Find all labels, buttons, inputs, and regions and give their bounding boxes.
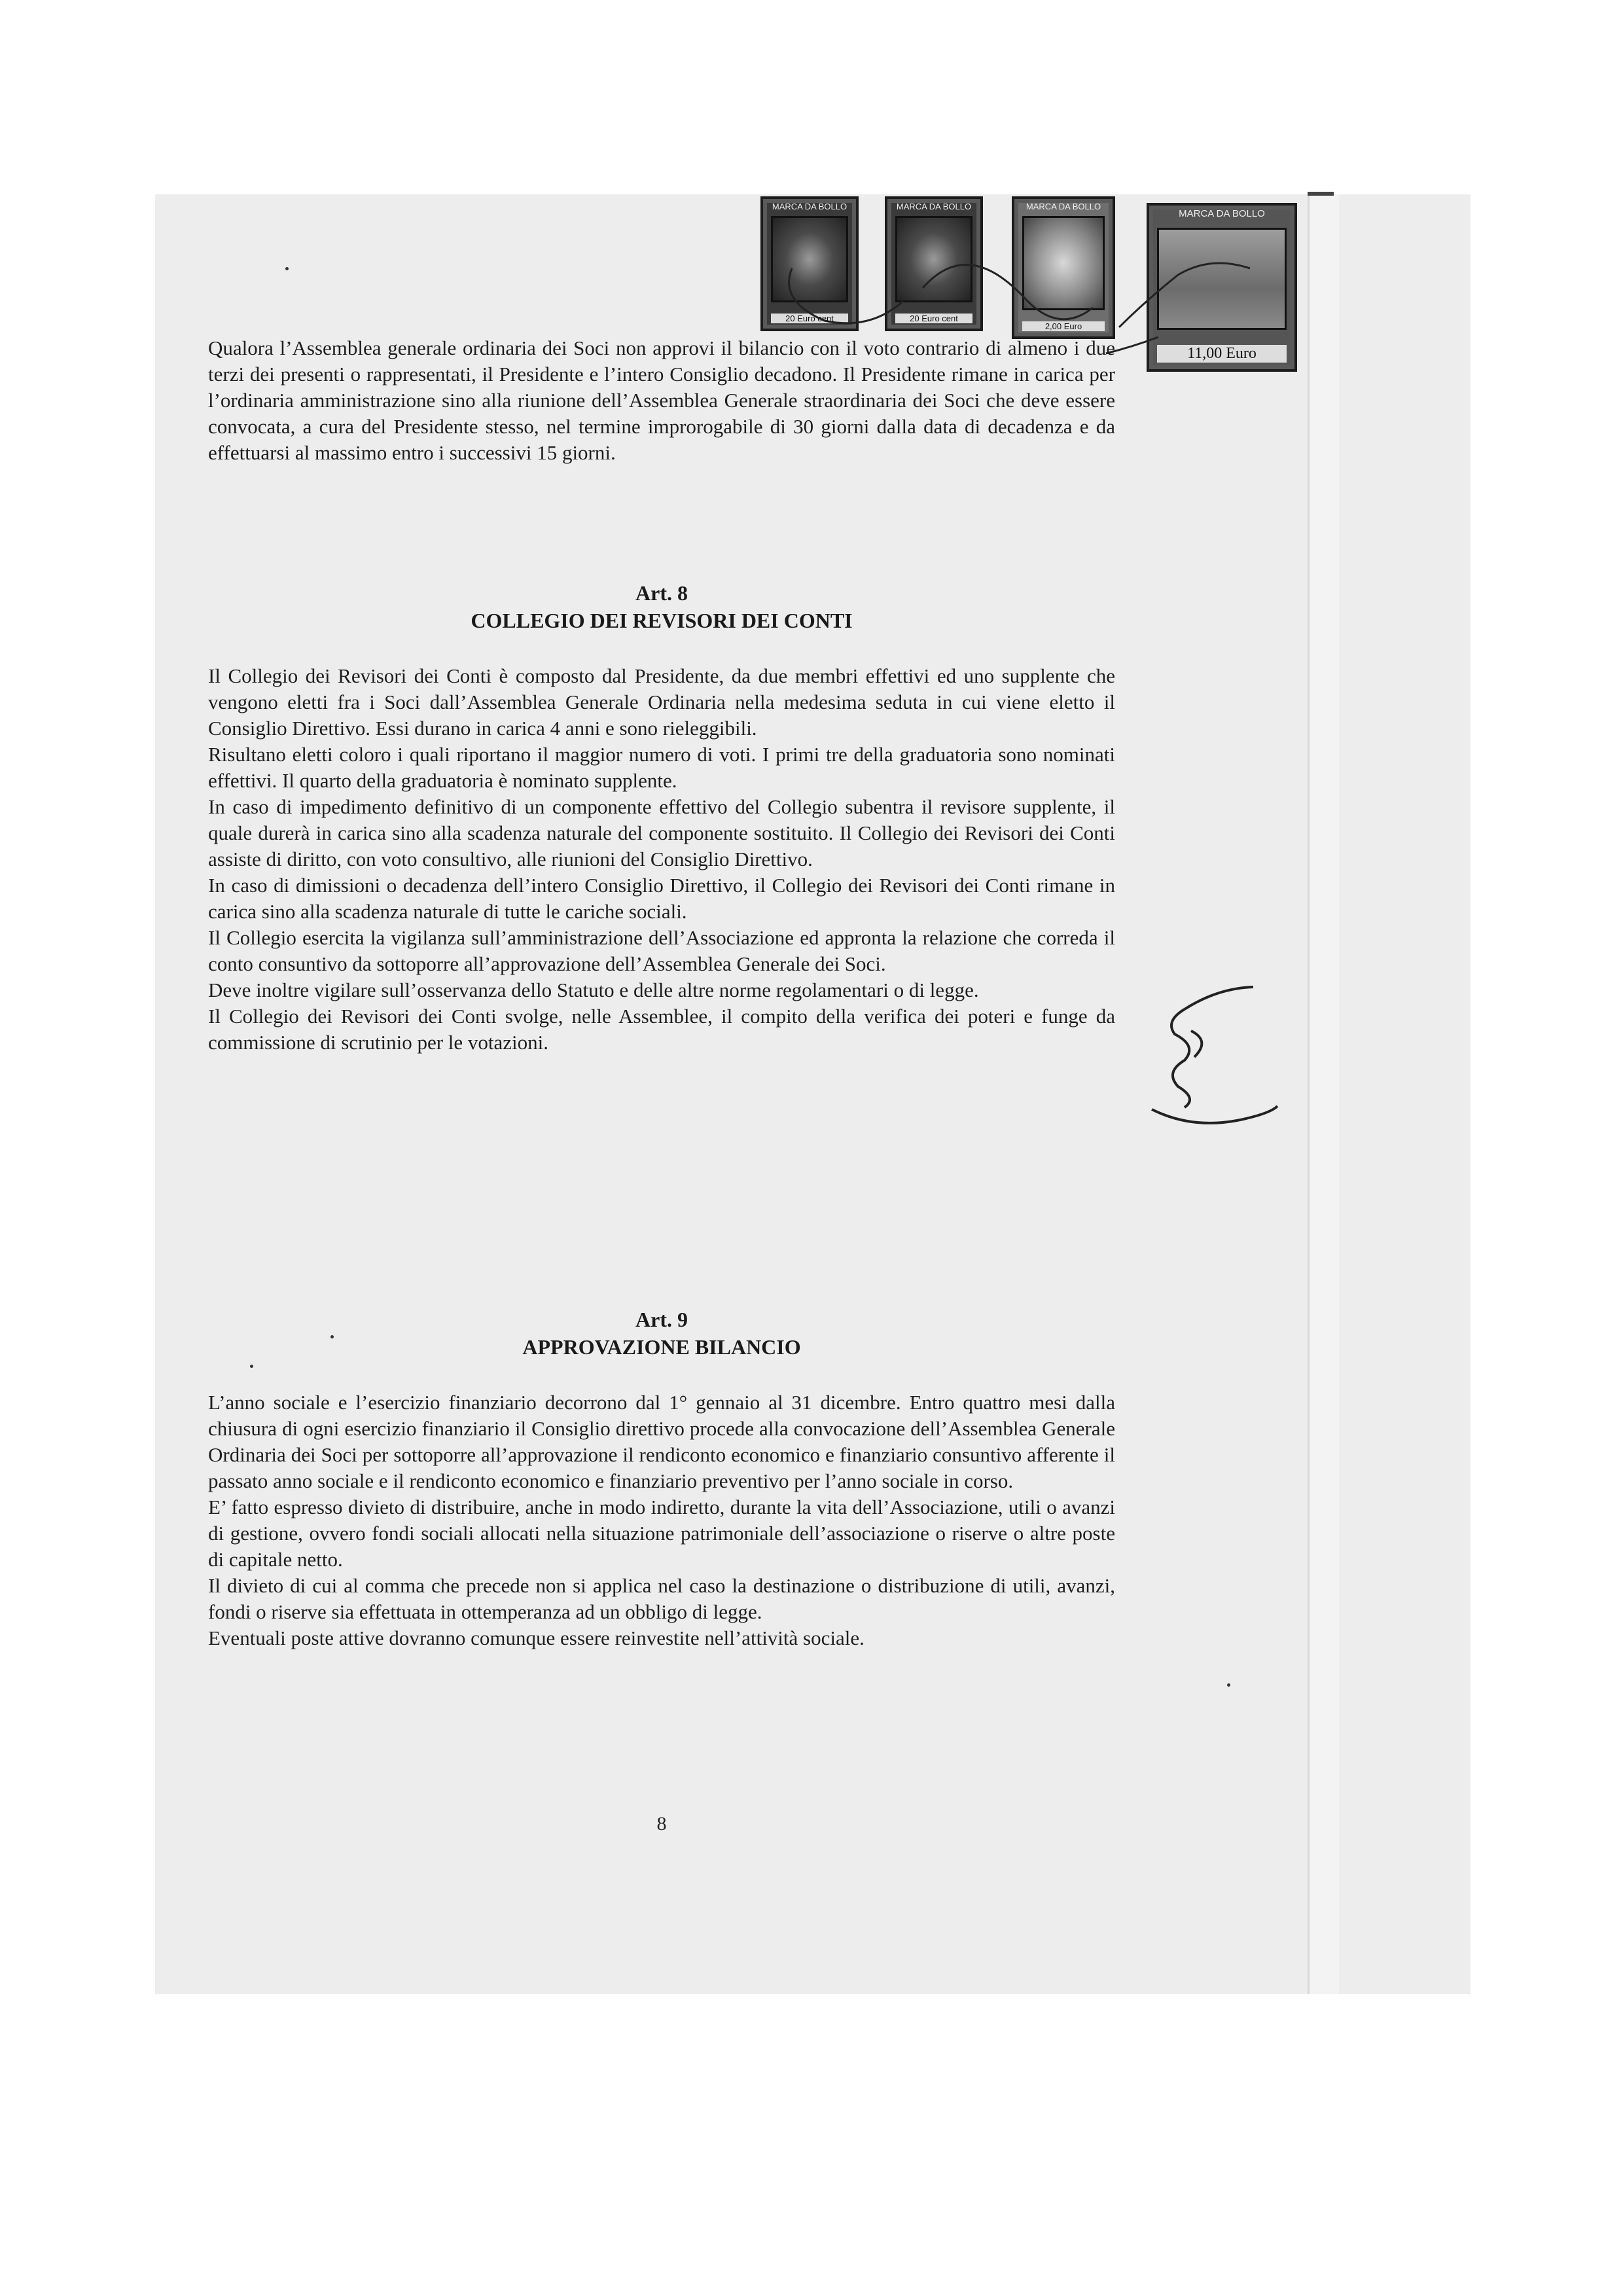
- stamp-value: 2,00 Euro: [1022, 321, 1105, 331]
- scan-speck: [1227, 1683, 1230, 1687]
- art8-paragraph: In caso di impedimento definitivo di un componente effettivo del Collegio subentra il revisore supplente, il quale durerà in carica sino alla scadenza naturale del componente sostituito. Il Collegio dei Revisori dei Conti assiste di diritto, con voto consultivo, alle riunioni del Consiglio Direttivo.: [208, 795, 1115, 870]
- stamp-label: MARCA DA BOLLO: [1026, 202, 1101, 211]
- intro-paragraph-block: [208, 335, 1115, 466]
- art9-paragraph: Eventuali poste attive dovranno comunque essere reinvestite nell’attività sociale.: [208, 1626, 865, 1649]
- stamp-value: 20 Euro cent: [771, 314, 848, 323]
- art9-body: [208, 1390, 1115, 1651]
- scan-speck: [330, 1335, 334, 1338]
- page-edge: [1308, 194, 1339, 1994]
- stamp-value: 20 Euro cent: [895, 314, 972, 323]
- stamp-label: MARCA DA BOLLO: [772, 202, 847, 211]
- page-edge-mark: [1308, 192, 1334, 196]
- handwritten-signature-icon: [1139, 969, 1289, 1139]
- art8-paragraph: Risultano eletti coloro i quali riportano il maggior numero di voti. I primi tre della graduatoria sono nominati effettivi. Il quarto della graduatoria è nominato supplente.: [208, 743, 1115, 792]
- art9-paragraph: E’ fatto espresso divieto di distribuire, anche in modo indiretto, durante la vita dell’Associazione, utili o avanzi di gestione, ovvero fondi sociali allocati nella situazione patrimoniale dell’associazione o riserve o altre poste di capitale netto.: [208, 1496, 1115, 1571]
- page-number: 8: [656, 1813, 667, 1835]
- scan-speck: [250, 1365, 253, 1368]
- stamp-label: MARCA DA BOLLO: [1179, 208, 1265, 219]
- intro-paragraph: Qualora l’Assemblea generale ordinaria dei Soci non approvi il bilancio con il voto contrario di almeno i due terzi dei presenti o rappresentati, il Presidente e l’intero Consiglio decadono. Il Presidente rimane in carica per l’ordinaria amministrazione sino alla riunione dell’Assemblea Generale straordinaria dei Soci che deve essere convocata, a cura del Presidente stesso, nel termine improrogabile di 30 giorni dalla data di decadenza e da effettuarsi al massimo entro i successivi 15 giorni.: [208, 336, 1115, 464]
- art9-title: APPROVAZIONE BILANCIO: [522, 1335, 801, 1359]
- art8-paragraph: In caso di dimissioni o decadenza dell’intero Consiglio Direttivo, il Collegio dei Revisori dei Conti rimane in carica sino alla scadenza naturale di tutte le cariche sociali.: [208, 874, 1115, 923]
- stamp-value: 11,00 Euro: [1157, 345, 1287, 363]
- scan-speck: [285, 267, 289, 270]
- art8-paragraph: Il Collegio dei Revisori dei Conti svolge, nelle Assemblee, il compito della verifica dei poteri e funge da commissione di scrutinio per le votazioni.: [208, 1005, 1115, 1054]
- art8-paragraph: Deve inoltre vigilare sull’osservanza dello Statuto e delle altre norme regolamentari o di legge.: [208, 978, 979, 1001]
- art9-number: Art. 9: [635, 1308, 688, 1331]
- art8-body: [208, 663, 1115, 1056]
- art8-paragraph: Il Collegio esercita la vigilanza sull’amministrazione dell’Associazione ed appronta la relazione che correda il conto consuntivo da sottoporre all’approvazione dell’Assemblea Generale dei Soci.: [208, 926, 1115, 975]
- art8-paragraph: Il Collegio dei Revisori dei Conti è composto dal Presidente, da due membri effettivi ed uno supplente che vengono eletti fra i Soci dall’Assemblea Generale Ordinaria nella medesima seduta in cui viene eletto il Consiglio Direttivo. Essi durano in carica 4 anni e sono rieleggibili.: [208, 664, 1115, 740]
- art9-heading: [208, 1306, 1115, 1361]
- stamp-label: MARCA DA BOLLO: [896, 202, 972, 211]
- art8-title: COLLEGIO DEI REVISORI DEI CONTI: [471, 609, 853, 632]
- art9-paragraph: L’anno sociale e l’esercizio finanziario decorrono dal 1° gennaio al 31 dicembre. Entro quattro mesi dalla chiusura di ogni esercizio finanziario il Consiglio direttivo procede alla convocazione dell’Assemblea Generale Ordinaria dei Soci per sottoporre all’approvazione il rendiconto economico e finanziario consuntivo afferente il passato anno sociale e il rendiconto economico e finanziario preventivo per l’anno sociale in corso.: [208, 1391, 1115, 1492]
- art8-number: Art. 8: [635, 581, 688, 605]
- art9-paragraph: Il divieto di cui al comma che precede non si applica nel caso la destinazione o distribuzione di utili, avanzi, fondi o riserve sia effettuata in ottemperanza ad un obbligo di legge.: [208, 1574, 1115, 1623]
- art8-heading: [208, 579, 1115, 634]
